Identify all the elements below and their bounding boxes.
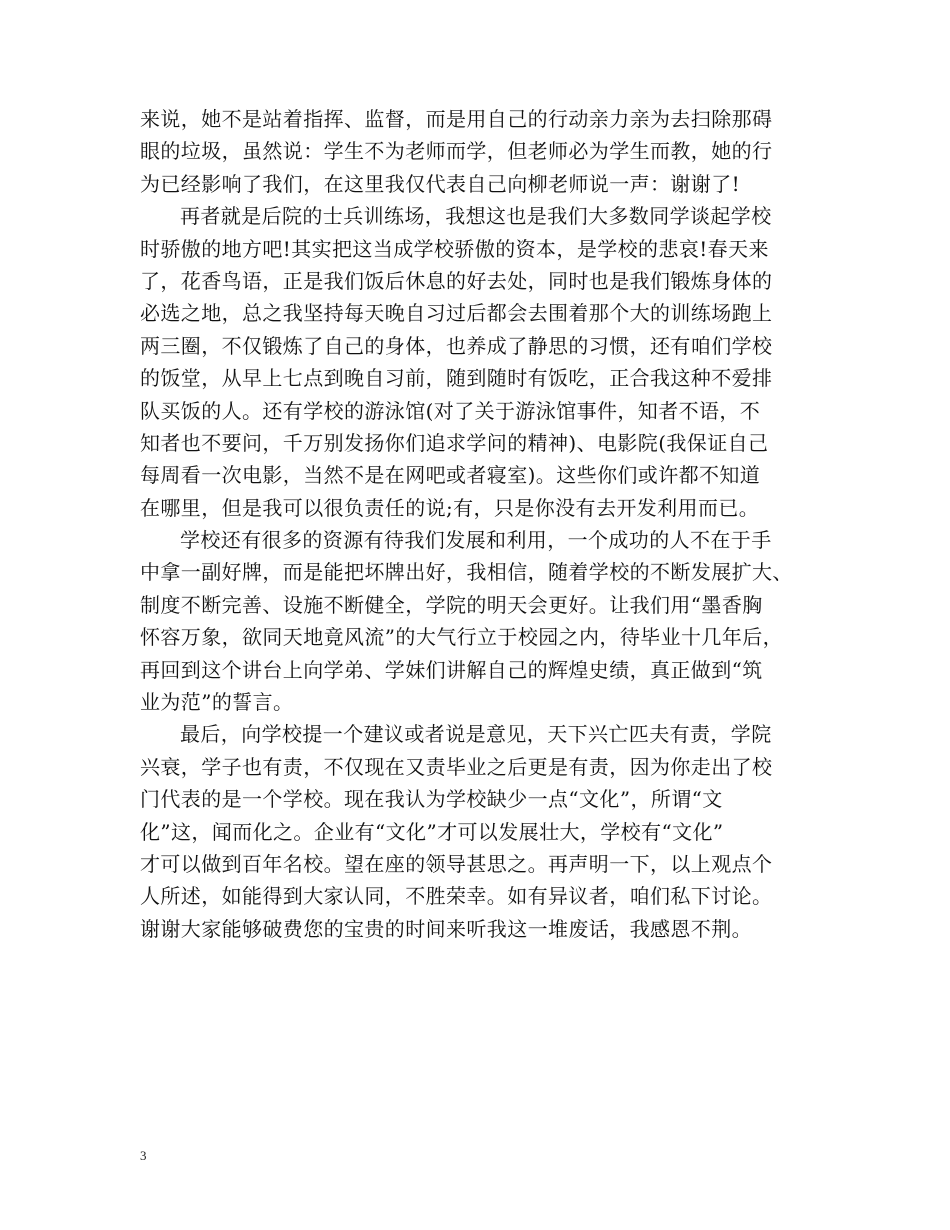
text-line: 队买饭的人。还有学校的游泳馆(对了关于游泳馆事件，知者不语，不 <box>140 398 761 423</box>
text-line: 再回到这个讲台上向学弟、学妹们讲解自己的辉煌史绩，真正做到“筑 <box>140 657 763 682</box>
text-line: 化”这，闻而化之。企业有“文化”才可以发展壮大，学校有“文化” <box>140 819 724 844</box>
text-line: 学校还有很多的资源有待我们发展和利用，一个成功的人不在于手 <box>180 528 772 553</box>
text-line: 制度不断完善、设施不断健全，学院的明天会更好。让我们用“墨香胸 <box>140 592 763 617</box>
text-line: 眼的垃圾，虽然说：学生不为老师而学，但老师必为学生而教，她的行 <box>140 139 773 164</box>
document-body <box>140 103 830 945</box>
text-line: 的饭堂，从早上七点到晚自习前，随到随时有饭吃，正合我这种不爱排 <box>140 366 773 391</box>
text-line: 时骄傲的地方吧!其实把这当成学校骄傲的资本，是学校的悲哀!春天来 <box>140 236 769 261</box>
text-line: 人所述，如能得到大家认同，不胜荣幸。如有异议者，咱们私下讨论。 <box>140 884 773 909</box>
page-number: 3 <box>140 1148 147 1163</box>
text-line: 为已经影响了我们，在这里我仅代表自己向柳老师说一声：谢谢了! <box>140 171 741 196</box>
text-line: 来说，她不是站着指挥、监督，而是用自己的行动亲力亲为去扫除那碍 <box>140 107 773 131</box>
text-line: 才可以做到百年名校。望在座的领导甚思之。再声明一下，以上观点个 <box>140 851 773 876</box>
text-line: 业为范”的誓言。 <box>140 690 294 715</box>
text-line: 每周看一次电影，当然不是在网吧或者寝室)。这些你们或许都不知道 <box>140 463 761 488</box>
text-line: 兴衰，学子也有责，不仅现在又责毕业之后更是有责，因为你走出了校 <box>140 754 773 779</box>
text-line: 谢谢大家能够破费您的宝贵的时间来听我这一堆废话，我感恩不荆。 <box>140 916 752 941</box>
text-line: 两三圈，不仅锻炼了自己的身体，也养成了静思的习惯，还有咱们学校 <box>140 333 773 358</box>
text-line: 了，花香鸟语，正是我们饭后休息的好去处，同时也是我们锻炼身体的 <box>140 268 773 293</box>
text-line: 最后，向学校提一个建议或者说是意见，天下兴亡匹夫有责，学院 <box>180 722 772 747</box>
text-line: 中拿一副好牌，而是能把坏牌出好，我相信，随着学校的不断发展扩大、 <box>140 560 793 585</box>
text-line: 必选之地，总之我坚持每天晚自习过后都会去围着那个大的训练场跑上 <box>140 301 773 326</box>
text-line: 再者就是后院的士兵训练场，我想这也是我们大多数同学谈起学校 <box>180 204 772 229</box>
text-line: 在哪里，但是我可以很负责任的说;有，只是你没有去开发利用而已。 <box>140 495 760 520</box>
text-line: 怀容万象，欲同天地竟风流”的大气行立于校园之内，待毕业十几年后， <box>140 625 784 650</box>
text-line: 知者也不要问，千万别发扬你们追求学问的精神)、电影院(我保证自己 <box>140 430 769 455</box>
text-line: 门代表的是一个学校。现在我认为学校缺少一点“文化”，所谓“文 <box>140 787 723 812</box>
